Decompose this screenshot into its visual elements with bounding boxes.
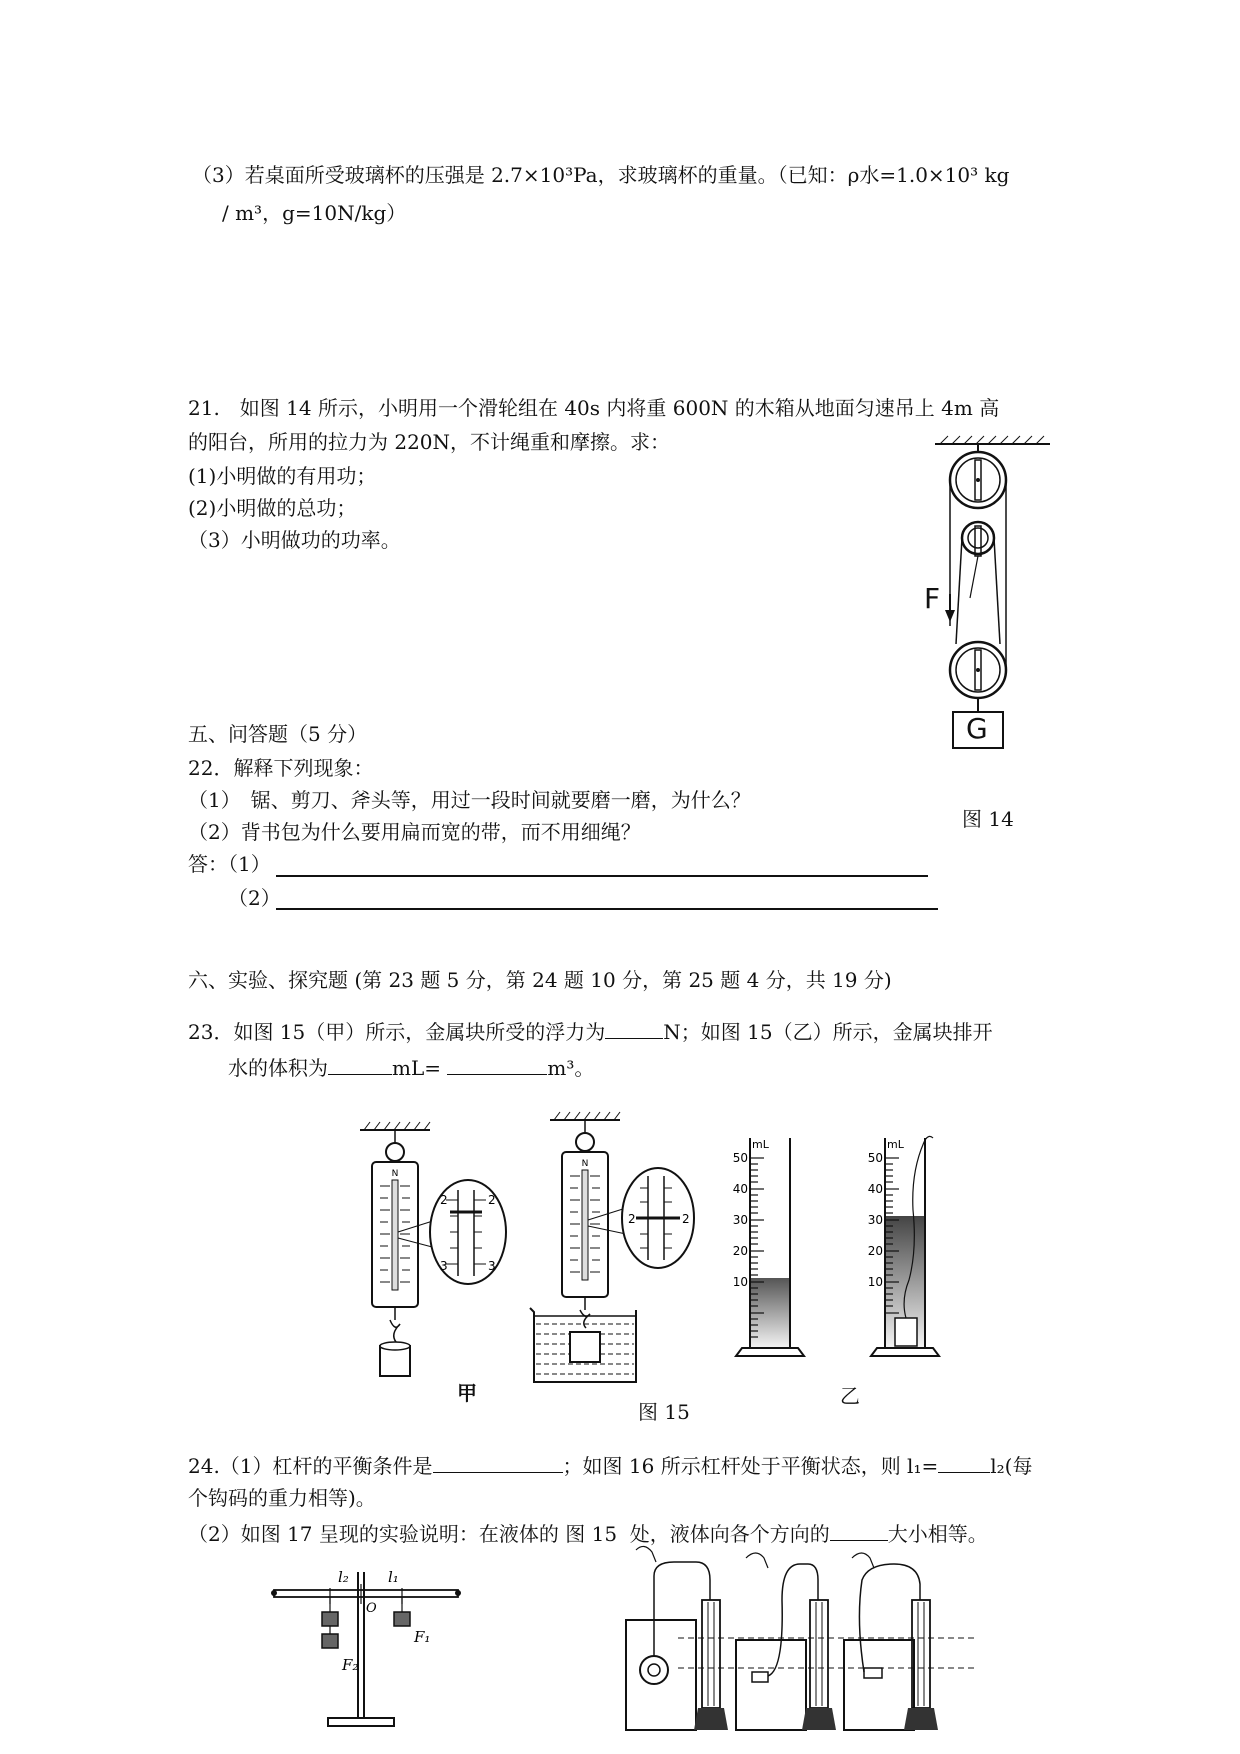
water-scale-unit: N [581, 1159, 589, 1169]
jia-zoom-3-right: 3 [488, 1259, 496, 1273]
section6-title: 六、实验、探究题 (第 23 题 5 分，第 24 题 10 分，第 25 题 4 分，共 19 分) [188, 968, 892, 992]
q22-title: 22．解释下列现象： [188, 756, 374, 780]
q21-sub3: （3）小明做功的功率。 [188, 528, 401, 552]
cyl1-tick-40: 40 [732, 1182, 748, 1196]
figure-14-pulley [920, 430, 1060, 750]
jia-zoom-3-left: 3 [440, 1259, 448, 1273]
cyl2-tick-40: 40 [867, 1182, 883, 1196]
q23-text-d: mL= [392, 1056, 442, 1080]
lever-l2: l₂ [338, 1568, 349, 1586]
figure-15-label-jia: 甲 [457, 1381, 477, 1405]
q23-blank-buoyancy[interactable] [605, 1016, 663, 1039]
q24-blank-pressure[interactable] [830, 1518, 888, 1541]
q22-part1: （1） 锯、剪刀、斧头等，用过一段时间就要磨一磨，为什么？ [188, 788, 751, 812]
water-zoom-2-right: 2 [682, 1212, 690, 1226]
cyl2-unit: mL [887, 1138, 904, 1151]
figure-16-lever [268, 1560, 468, 1740]
q24-text-p2a: （2）如图 17 呈现的实验说明：在液体的 [188, 1522, 559, 1546]
q20-part3-line2: / m³，g=10N/kg） [222, 201, 407, 225]
cyl2-tick-10: 10 [867, 1275, 883, 1289]
cyl2-tick-20: 20 [867, 1244, 883, 1258]
water-zoom-2-left: 2 [628, 1212, 636, 1226]
figure-15-cylinder-1 [720, 1130, 820, 1360]
lever-f2: F₂ [342, 1656, 359, 1674]
q24-blank-condition[interactable] [433, 1450, 563, 1473]
q24-text-c: l₂(每 [990, 1454, 1033, 1478]
figure-14-caption: 图 14 [962, 807, 1014, 831]
figure-14-force-label: F [924, 582, 941, 615]
q24-blank-ratio[interactable] [938, 1450, 990, 1473]
figure-15-spring-scale-water [520, 1110, 690, 1390]
lever-o: O [366, 1601, 377, 1616]
q22-answer1-label: 答：（1） [188, 852, 271, 876]
figure-15-spring-scale-jia [350, 1120, 520, 1380]
q24-text-a: 24.（1）杠杆的平衡条件是 [188, 1454, 433, 1478]
lever-f1: F₁ [414, 1628, 431, 1646]
lever-l1: l₁ [388, 1568, 399, 1586]
q23-text-e: m³。 [547, 1056, 595, 1080]
q21-line2: 的阳台，所用的拉力为 220N，不计绳重和摩擦。求： [188, 430, 671, 454]
figure-14-weight-label: G [966, 712, 988, 745]
q23-line1 [188, 1016, 993, 1046]
cyl1-tick-10: 10 [732, 1275, 748, 1289]
q22-answer1-line[interactable] [276, 875, 928, 877]
q21-sub2: (2)小明做的总功； [188, 496, 357, 520]
q22-answer2-line[interactable] [276, 908, 938, 910]
q22-answer2-label: （2） [228, 886, 281, 910]
jia-zoom-2-right: 2 [488, 1193, 496, 1207]
jia-scale-unit: N [391, 1169, 399, 1179]
q23-text-c: 水的体积为 [228, 1056, 328, 1080]
figure-17-pressure [618, 1540, 978, 1740]
q24-line2: 个钩码的重力相等)。 [188, 1486, 376, 1510]
cyl1-tick-20: 20 [732, 1244, 748, 1258]
q22-part2: （2）背书包为什么要用扁而宽的带，而不用细绳？ [188, 820, 641, 844]
cyl1-unit: mL [752, 1138, 769, 1151]
q23-blank-m3[interactable] [447, 1052, 547, 1075]
cyl2-tick-30: 30 [867, 1213, 883, 1227]
q21-line1: 21. 如图 14 所示，小明用一个滑轮组在 40s 内将重 600N 的木箱从地面匀速吊上 4m 高 [188, 396, 1000, 420]
q24-text-b: ；如图 16 所示杠杆处于平衡状态，则 l₁= [562, 1454, 939, 1478]
q23-text-a: 23．如图 15（甲）所示，金属块所受的浮力为 [188, 1020, 606, 1044]
q23-blank-ml[interactable] [328, 1052, 392, 1075]
section5-title: 五、问答题（5 分） [188, 722, 368, 746]
q24-text-p2c: 处，液体向各个方向的 [629, 1522, 830, 1546]
figure-15-caption: 图 15 [638, 1400, 690, 1424]
q21-sub1: (1)小明做的有用功； [188, 464, 377, 488]
figure-15-cylinder-2 [855, 1130, 965, 1360]
cyl1-tick-50: 50 [732, 1151, 748, 1165]
figure-15-label-yi: 乙 [840, 1384, 860, 1408]
cyl2-tick-50: 50 [867, 1151, 883, 1165]
q24-line1 [188, 1450, 1032, 1480]
jia-zoom-2-left: 2 [440, 1193, 448, 1207]
cyl1-tick-30: 30 [732, 1213, 748, 1227]
q24-text-p2d: 大小相等。 [887, 1522, 988, 1546]
q20-part3-line1: （3）若桌面所受玻璃杯的压强是 2.7×10³Pa，求玻璃杯的重量。（已知：ρ水=1.0×10³ kg [192, 163, 1010, 187]
q23-text-b: N；如图 15（乙）所示，金属块排开 [663, 1020, 993, 1044]
q23-line2 [228, 1052, 594, 1082]
q24-text-p2b: 图 15 [565, 1522, 618, 1546]
